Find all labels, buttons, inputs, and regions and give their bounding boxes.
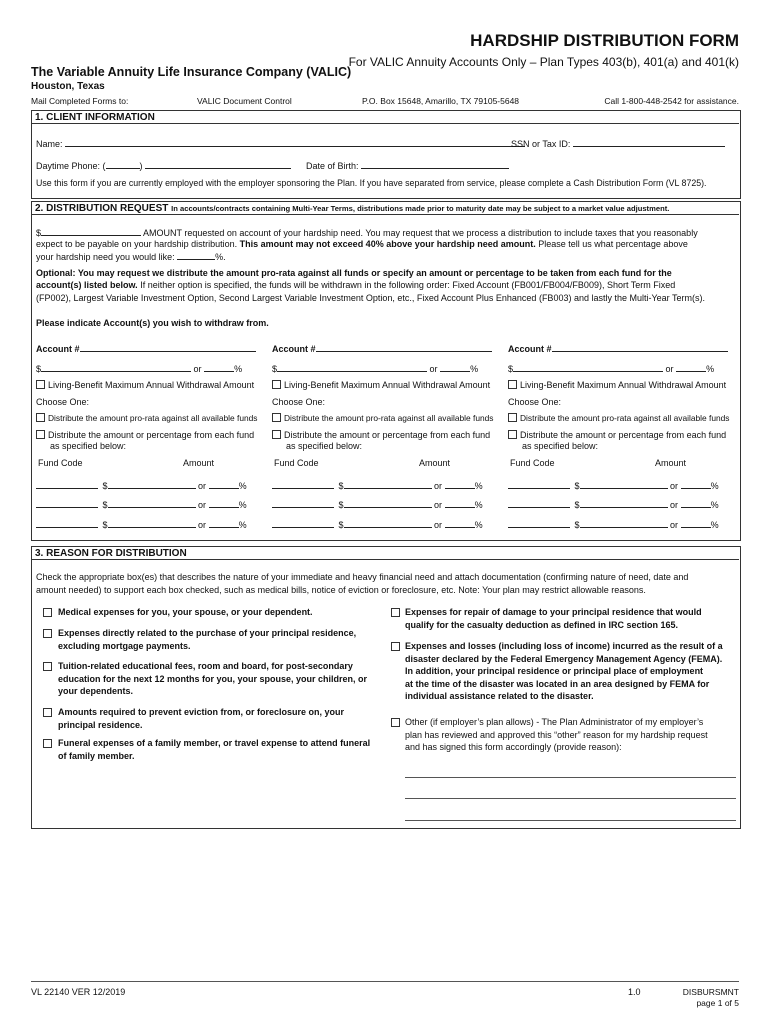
mail-address: P.O. Box 15648, Amarillo, TX 79105-5648 (362, 96, 520, 106)
other-reason-line-2[interactable] (405, 798, 736, 799)
account-2-pro-rata-checkbox[interactable] (272, 413, 281, 422)
account-1-fund-or-3: or (198, 520, 207, 530)
footer-page: page 1 of 5 (696, 998, 739, 1008)
account-2-amount-header: Amount (419, 458, 451, 468)
account-3-fund-or-3: or (670, 520, 679, 530)
optional-text-3: (FP002), Largest Variable Investment Option, Second Largest Variable Investment Option, etc., Fixed Account Plus Enhanced (FB003) and lastly the Multi-Year Term(s). (36, 293, 706, 303)
account-2-fund-percent-1: % (474, 481, 483, 491)
account-2-amount-field[interactable] (277, 362, 427, 372)
account-3-specify-checkbox[interactable] (508, 430, 517, 439)
account-2-fund-code-field-2[interactable] (272, 498, 334, 508)
account-3-fund-percent-3: % (710, 520, 719, 530)
account-1-fund-row (36, 479, 247, 492)
reason-left-1-checkbox[interactable] (43, 608, 52, 617)
section2-header (31, 202, 739, 215)
account-2-fund-dollar-1: $ (338, 481, 344, 491)
account-3-fund-row (508, 518, 719, 531)
account-2-percent: % (470, 364, 479, 374)
account-3-fund-dollar-1: $ (574, 481, 580, 491)
account-2-fund-dollar-3: $ (338, 520, 344, 530)
account-1-dollar: $ (36, 364, 42, 374)
reason-right-2-text (405, 640, 723, 703)
account-1-specify-label: Distribute the amount or percentage from each fund (48, 430, 255, 440)
account-3-living-benefit-label: Living-Benefit Maximum Annual Withdrawal Amount (520, 380, 727, 390)
optional-text-2b: If neither option is specified, the funds will be withdrawn in the following order: Fixed Account (FB001/FB004/FB009), Short Term Fixed (140, 280, 676, 290)
account-2-pro-rata-label: Distribute the amount pro-rata against all available funds (284, 413, 494, 423)
account-3-fund-code-header: Fund Code (510, 458, 555, 468)
dob-label: Date of Birth: (306, 161, 359, 171)
account-1-fund-percent-field-3[interactable] (209, 518, 239, 528)
account-1-fund-code-header: Fund Code (38, 458, 83, 468)
account-2-fund-amount-field-2[interactable] (344, 498, 432, 508)
account-2-choose-one: Choose One: (272, 397, 326, 407)
mail-label: Mail Completed Forms to: (31, 96, 129, 106)
account-2-fund-dollar-2: $ (338, 500, 344, 510)
account-2-fund-code-field-3[interactable] (272, 518, 334, 528)
account-3-row (508, 342, 728, 355)
account-1-fund-row (36, 518, 247, 531)
account-3-fund-code-field-2[interactable] (508, 498, 570, 508)
account-1-fund-percent-field-1[interactable] (209, 479, 239, 489)
footer-rule (31, 981, 739, 982)
footer-form-id: VL 22140 VER 12/2019 (31, 987, 126, 997)
account-2-fund-percent-field-3[interactable] (445, 518, 475, 528)
account-3-percent-field[interactable] (676, 362, 706, 372)
other-reason-line-1[interactable] (405, 777, 736, 778)
footer-version: 1.0 (628, 987, 641, 997)
account-3-percent: % (706, 364, 715, 374)
account-3-pro-rata-label: Distribute the amount pro-rata against all available funds (520, 413, 730, 423)
account-1-fund-code-field-1[interactable] (36, 479, 98, 489)
account-1-amount-row (36, 362, 242, 375)
account-1-number-field[interactable] (80, 342, 256, 352)
account-1-fund-percent-3: % (238, 520, 247, 530)
account-2-row (272, 342, 492, 355)
account-2-fund-percent-2: % (474, 500, 483, 510)
account-2-amount-row (272, 362, 478, 375)
account-1-amount-header: Amount (183, 458, 215, 468)
amount-text-2b: This amount may not exceed 40% above your hardship need amount. (239, 239, 536, 249)
account-2-dollar: $ (272, 364, 278, 374)
account-1-percent: % (234, 364, 243, 374)
account-1-fund-or-1: or (198, 481, 207, 491)
account-1-fund-percent-2: % (238, 500, 247, 510)
dob-row (306, 159, 509, 172)
reason-left-5-line: Funeral expenses of a family member, or travel expense to attend funeral (58, 738, 371, 748)
mail-dept: VALIC Document Control (197, 96, 292, 106)
indicate-accounts: Please indicate Account(s) you wish to withdraw from. (36, 318, 269, 328)
section3-intro-1: Check the appropriate box(es) that describes the nature of your immediate and heavy financial need and attach documentation (confirming nature of need, date and (36, 572, 689, 582)
reason-other-checkbox[interactable] (391, 718, 400, 727)
account-2-specify-label-2: as specified below: (286, 441, 363, 451)
account-3-amount-field[interactable] (513, 362, 663, 372)
amount-dollar-sign: $ (36, 228, 42, 238)
account-2-living-benefit[interactable] (272, 379, 490, 391)
account-3-fund-amount-field-2[interactable] (580, 498, 668, 508)
optional-text-2a: account(s) listed below. (36, 280, 138, 290)
amount-requested-field[interactable] (41, 226, 141, 236)
account-1-fund-dollar-1: $ (102, 481, 108, 491)
account-2-fund-percent-field-1[interactable] (445, 479, 475, 489)
account-2-fund-row (272, 498, 483, 511)
ssn-row (511, 137, 725, 150)
account-2-fund-percent-3: % (474, 520, 483, 530)
reason-right-2-checkbox[interactable] (391, 642, 400, 651)
account-2-fund-or-2: or (434, 500, 443, 510)
reason-left-4-line: principal residence. (58, 719, 143, 730)
account-1-living-benefit-checkbox[interactable] (36, 380, 45, 389)
phone-row (36, 159, 291, 172)
company-city: Houston, Texas (31, 81, 105, 92)
reason-left-4-checkbox[interactable] (43, 708, 52, 717)
reason-left-2-line: Expenses directly related to the purchase of your principal residence, (58, 628, 357, 638)
assistance-phone: Call 1-800-448-2542 for assistance. (604, 96, 739, 106)
reason-left-3-text (58, 660, 367, 698)
reason-left-5-line: of family member. (58, 750, 135, 761)
account-3-specify-label: Distribute the amount or percentage from each fund (520, 430, 727, 440)
account-1-living-benefit-label: Living-Benefit Maximum Annual Withdrawal Amount (48, 380, 255, 390)
reason-right-1-line: Expenses for repair of damage to your principal residence that would (405, 607, 702, 617)
reason-left-1-line: Medical expenses for you, your spouse, or your dependent. (58, 607, 313, 617)
account-2-pro-rata[interactable] (272, 412, 494, 424)
account-3-amount-row (508, 362, 714, 375)
phone-area-code-field[interactable] (106, 159, 140, 169)
name-row (36, 137, 525, 150)
reason-left-2-text (58, 627, 356, 652)
section2-title: 2. DISTRIBUTION REQUEST (35, 203, 169, 214)
account-2-fund-percent-field-2[interactable] (445, 498, 475, 508)
account-1-choose-one: Choose One: (36, 397, 90, 407)
reason-left-4-line: Amounts required to prevent eviction from, or foreclosure on, your (58, 707, 345, 717)
account-2-fund-or-3: or (434, 520, 443, 530)
amount-text-1: AMOUNT requested on account of your hardship need. You may request that we process a distribution to include taxes that you reasonably (143, 228, 698, 238)
reason-other-line: Other (if employer’s plan allows) - The Plan Administrator of my employer’s (405, 717, 704, 727)
account-1-fund-percent-field-2[interactable] (209, 498, 239, 508)
amount-text-3: your hardship need you would like: (36, 252, 175, 262)
account-2-percent-field[interactable] (440, 362, 470, 372)
reason-left-5-text (58, 737, 370, 762)
reason-left-1-text (58, 606, 313, 619)
account-1-specify-label-2: as specified below: (50, 441, 127, 451)
phone-label: Daytime Phone: ( (36, 161, 106, 171)
account-3-fund-dollar-2: $ (574, 500, 580, 510)
account-3-fund-row (508, 498, 719, 511)
account-3-fund-row (508, 479, 719, 492)
phone-close-paren: ) (139, 161, 143, 171)
account-2-or: or (429, 364, 438, 374)
account-1-fund-code-field-2[interactable] (36, 498, 98, 508)
reason-right-2-line: In addition, your principal residence or principal place of employment (405, 666, 704, 676)
account-1-fund-row (36, 498, 247, 511)
account-3-fund-percent-field-2[interactable] (681, 498, 711, 508)
section1-title: 1. CLIENT INFORMATION (31, 111, 739, 124)
reason-right-2-line: individual assistance related to the disaster. (405, 691, 594, 701)
form-title: HARDSHIP DISTRIBUTION FORM (470, 31, 739, 50)
account-2-fund-code-field-1[interactable] (272, 479, 334, 489)
account-3-fund-percent-field-1[interactable] (681, 479, 711, 489)
reason-left-2-line: excluding mortgage payments. (58, 640, 191, 651)
account-1-fund-or-2: or (198, 500, 207, 510)
reason-left-3-checkbox[interactable] (43, 662, 52, 671)
optional-text-row-2 (36, 279, 675, 291)
account-3-choose-one: Choose One: (508, 397, 562, 407)
reason-left-2-checkbox[interactable] (43, 629, 52, 638)
reason-right-1-text (405, 606, 702, 631)
account-3-pro-rata[interactable] (508, 412, 730, 424)
account-1-fund-dollar-2: $ (102, 500, 108, 510)
account-1-percent-field[interactable] (204, 362, 234, 372)
form-subtitle: For VALIC Annuity Accounts Only – Plan Types 403(b), 401(a) and 401(k) (348, 55, 739, 69)
amount-text-row-3 (36, 250, 226, 263)
account-1-fund-amount-field-3[interactable] (108, 518, 196, 528)
reason-right-1-checkbox[interactable] (391, 608, 400, 617)
account-3-fund-percent-1: % (710, 481, 719, 491)
account-1-fund-amount-field-1[interactable] (108, 479, 196, 489)
account-3-specify-label-2: as specified below: (522, 441, 599, 451)
section3-title: 3. REASON FOR DISTRIBUTION (31, 547, 739, 560)
account-3-fund-amount-field-3[interactable] (580, 518, 668, 528)
other-reason-line-3[interactable] (405, 820, 736, 821)
reason-left-3-line: your dependents. (58, 686, 134, 696)
account-1-fund-amount-field-2[interactable] (108, 498, 196, 508)
account-3-living-benefit[interactable] (508, 379, 726, 391)
account-2-specify-label: Distribute the amount or percentage from each fund (284, 430, 491, 440)
account-1-amount-field[interactable] (41, 362, 191, 372)
account-2-fund-row (272, 479, 483, 492)
reason-left-3-line: Tuition-related educational fees, room and board, for post-secondary (58, 661, 353, 671)
account-1-pro-rata[interactable] (36, 412, 258, 424)
account-1-pro-rata-label: Distribute the amount pro-rata against all available funds (48, 413, 258, 423)
account-3-fund-percent-field-3[interactable] (681, 518, 711, 528)
account-2-fund-row (272, 518, 483, 531)
account-2-fund-code-header: Fund Code (274, 458, 319, 468)
reason-other-line: and has signed this form accordingly (provide reason): (405, 742, 622, 752)
account-3-fund-code-field-3[interactable] (508, 518, 570, 528)
reason-left-4-text (58, 706, 344, 731)
account-3-number-field[interactable] (552, 342, 728, 352)
amount-text-3-end: %. (215, 252, 226, 262)
amount-text-2c: Please tell us what percentage above (538, 239, 688, 249)
account-3-fund-amount-field-1[interactable] (580, 479, 668, 489)
account-3-pro-rata-checkbox[interactable] (508, 413, 517, 422)
account-2-living-benefit-label: Living-Benefit Maximum Annual Withdrawal Amount (284, 380, 491, 390)
section3-intro-2: amount needed) to support each box checked, such as medical bills, notice of eviction or foreclosure, etc. Note: Your plan may restrict allowable reasons. (36, 585, 646, 595)
reason-right-2-line: Expenses and losses (including loss of income) incurred as the result of a (405, 641, 723, 651)
account-3-fund-code-field-1[interactable] (508, 479, 570, 489)
account-1-row (36, 342, 256, 355)
footer-code: DISBURSMNT (682, 987, 739, 997)
reason-right-2-line: disaster declared by the Federal Emergency Management Agency (FEMA). (405, 653, 723, 664)
account-1-fund-code-field-3[interactable] (36, 518, 98, 528)
account-1-specify-checkbox[interactable] (36, 430, 45, 439)
account-3-fund-or-2: or (670, 500, 679, 510)
account-3-dollar: $ (508, 364, 514, 374)
ssn-field[interactable] (573, 137, 725, 147)
account-3-fund-dollar-3: $ (574, 520, 580, 530)
reason-left-5-checkbox[interactable] (43, 739, 52, 748)
name-field[interactable] (65, 137, 525, 147)
account-2-fund-or-1: or (434, 481, 443, 491)
reason-right-1-line: qualify for the casualty deduction as defined in IRC section 165. (405, 619, 679, 630)
phone-number-field[interactable] (145, 159, 291, 169)
reason-other-text (405, 716, 708, 754)
account-2-living-benefit-checkbox[interactable] (272, 380, 281, 389)
name-label: Name: (36, 139, 63, 149)
account-2-number-field[interactable] (316, 342, 492, 352)
dob-field[interactable] (361, 159, 509, 169)
optional-text-1: Optional: You may request we distribute the amount pro-rata against all funds or specify an amount or percentage to be taken from each fund for the (36, 268, 672, 278)
section1-note: Use this form if you are currently employed with the employer sponsoring the Plan. If you have separated from service, please complete a Cash Distribution Form (VL 8725). (36, 178, 707, 188)
amount-text-2a: expect to be payable on your hardship distribution. (36, 239, 238, 249)
section2-title-note: In accounts/contracts containing Multi-Year Terms, distributions made prior to maturity date may be subject to a market value adjustment. (171, 204, 670, 213)
account-1-or: or (193, 364, 202, 374)
account-1-pro-rata-checkbox[interactable] (36, 413, 45, 422)
amount-text-row-2 (36, 238, 688, 250)
account-1-label: Account # (36, 344, 80, 354)
reason-left-3-line: education for the next 12 months for you, your spouse, your children, or (58, 673, 368, 684)
account-1-fund-percent-1: % (238, 481, 247, 491)
account-3-label: Account # (508, 344, 552, 354)
account-2-label: Account # (272, 344, 316, 354)
account-3-living-benefit-checkbox[interactable] (508, 380, 517, 389)
ssn-label: SSN or Tax ID: (511, 139, 571, 149)
account-2-fund-amount-field-1[interactable] (344, 479, 432, 489)
reason-right-2-line: at the time of the disaster was located in an area designed by FEMA for (405, 678, 710, 689)
reason-other-line: plan has reviewed and approved this “other” reason for my hardship request (405, 729, 708, 740)
tax-percentage-field[interactable] (177, 250, 215, 260)
account-1-living-benefit[interactable] (36, 379, 254, 391)
account-3-or: or (665, 364, 674, 374)
account-2-fund-amount-field-3[interactable] (344, 518, 432, 528)
account-3-fund-or-1: or (670, 481, 679, 491)
account-2-specify-checkbox[interactable] (272, 430, 281, 439)
account-3-fund-percent-2: % (710, 500, 719, 510)
company-name: The Variable Annuity Life Insurance Company (VALIC) (31, 65, 352, 79)
account-3-amount-header: Amount (655, 458, 687, 468)
account-1-fund-dollar-3: $ (102, 520, 108, 530)
